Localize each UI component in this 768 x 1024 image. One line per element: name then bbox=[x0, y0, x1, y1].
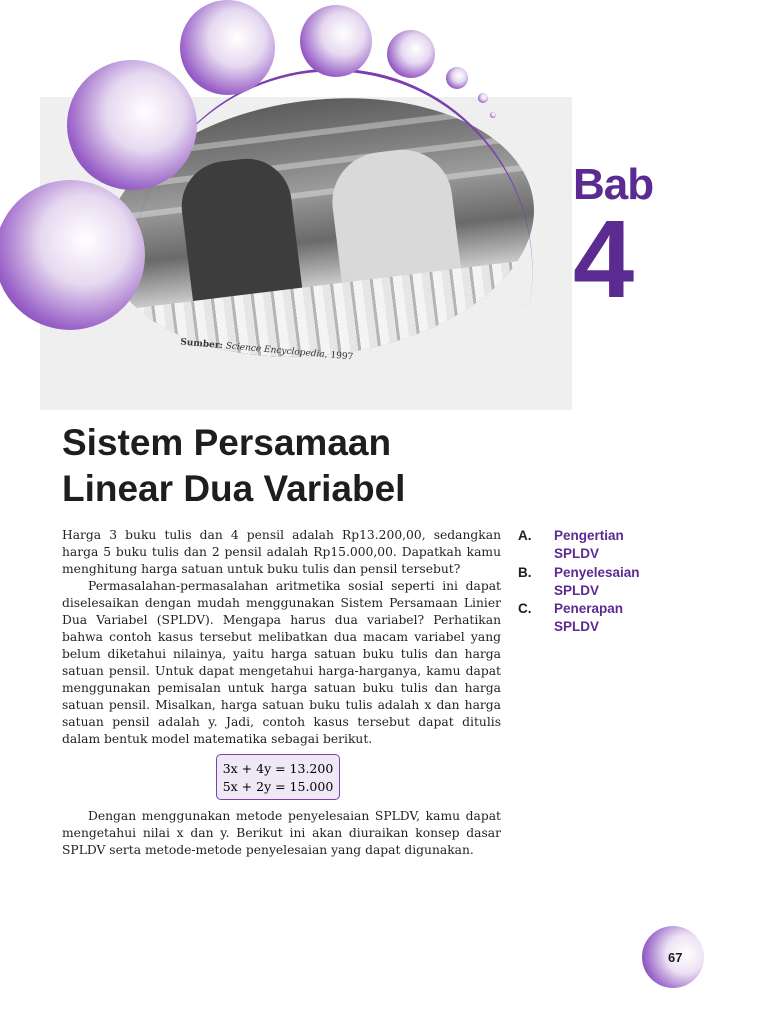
toc-item-letter: C. bbox=[518, 601, 532, 617]
chapter-contents-list bbox=[518, 527, 668, 637]
decorative-bubble bbox=[67, 60, 197, 190]
decorative-bubble bbox=[478, 93, 488, 103]
toc-item[interactable] bbox=[518, 527, 668, 564]
equation-system-box bbox=[216, 754, 340, 800]
decorative-bubble bbox=[180, 0, 275, 95]
caption-source: Science Encyclopedia bbox=[225, 341, 326, 361]
toc-item-letter: A. bbox=[518, 528, 532, 543]
chapter-title-line1: Sistem Persamaan bbox=[62, 422, 392, 463]
intro-paragraph-3: Dengan menggunakan metode penyelesaian SPLDV, kamu dapat mengetahui nilai x dan y. Berikut ini akan diuraikan konsep dasar SPLDV serta metode-metode penyelesaian yang dapat digunakan. bbox=[62, 809, 501, 857]
intro-paragraph-2: Permasalahan-permasalahan aritmetika sosial seperti ini dapat diselesaikan dengan mudah menggunakan Sistem Persamaan Linier Dua Variabel (SPLDV). Mengapa harus dua variabel? Perhatikan bahwa contoh kasus tersebut melibatkan dua macam variabel yang belum diketahui nilainya, yaitu harga satuan buku tulis dan harga satuan pensil. Untuk dapat mengetahui harga-harganya, kamu dapat menggunakan pemisalan untuk harga satuan buku tulis dan harga satuan pensil. Misalkan, harga satuan buku tulis adalah x dan harga satuan pensil adalah y. Jadi, contoh kasus tersebut dapat ditulis dalam bentuk model matematika sebagai berikut. bbox=[62, 579, 501, 746]
chapter-number: 4 bbox=[573, 198, 635, 321]
decorative-bubble bbox=[490, 112, 496, 118]
toc-item-label: Penerapan SPLDV bbox=[554, 601, 624, 635]
chapter-label: Bab bbox=[573, 160, 654, 209]
page-number: 67 bbox=[668, 950, 683, 965]
chapter-title-line2: Linear Dua Variabel bbox=[62, 468, 406, 509]
chapter-title bbox=[62, 420, 522, 512]
decorative-bubble bbox=[300, 5, 372, 77]
caption-prefix: Sumber: bbox=[179, 337, 224, 352]
decorative-bubble bbox=[446, 67, 468, 89]
toc-item[interactable] bbox=[518, 600, 668, 637]
intro-paragraph-1: Harga 3 buku tulis dan 4 pensil adalah Rp13.200,00, sedangkan harga 5 buku tulis dan 2 pensil adalah Rp15.000,00. Dapatkah kamu menghitung harga satuan untuk buku tulis dan pensil tersebut? bbox=[62, 528, 501, 576]
intro-text bbox=[62, 527, 501, 748]
toc-item[interactable] bbox=[518, 564, 668, 601]
equation-1: 3x + 4y = 13.200 bbox=[222, 761, 334, 776]
toc-item-label: Penyelesaian SPLDV bbox=[554, 564, 640, 598]
decorative-bubble bbox=[0, 180, 145, 330]
caption-year: , 1997 bbox=[324, 350, 354, 363]
decorative-bubble bbox=[387, 30, 435, 78]
toc-item-label: Pengertian SPLDV bbox=[554, 528, 624, 562]
toc-item-letter: B. bbox=[518, 564, 532, 580]
equation-2: 5x + 2y = 15.000 bbox=[222, 779, 334, 794]
